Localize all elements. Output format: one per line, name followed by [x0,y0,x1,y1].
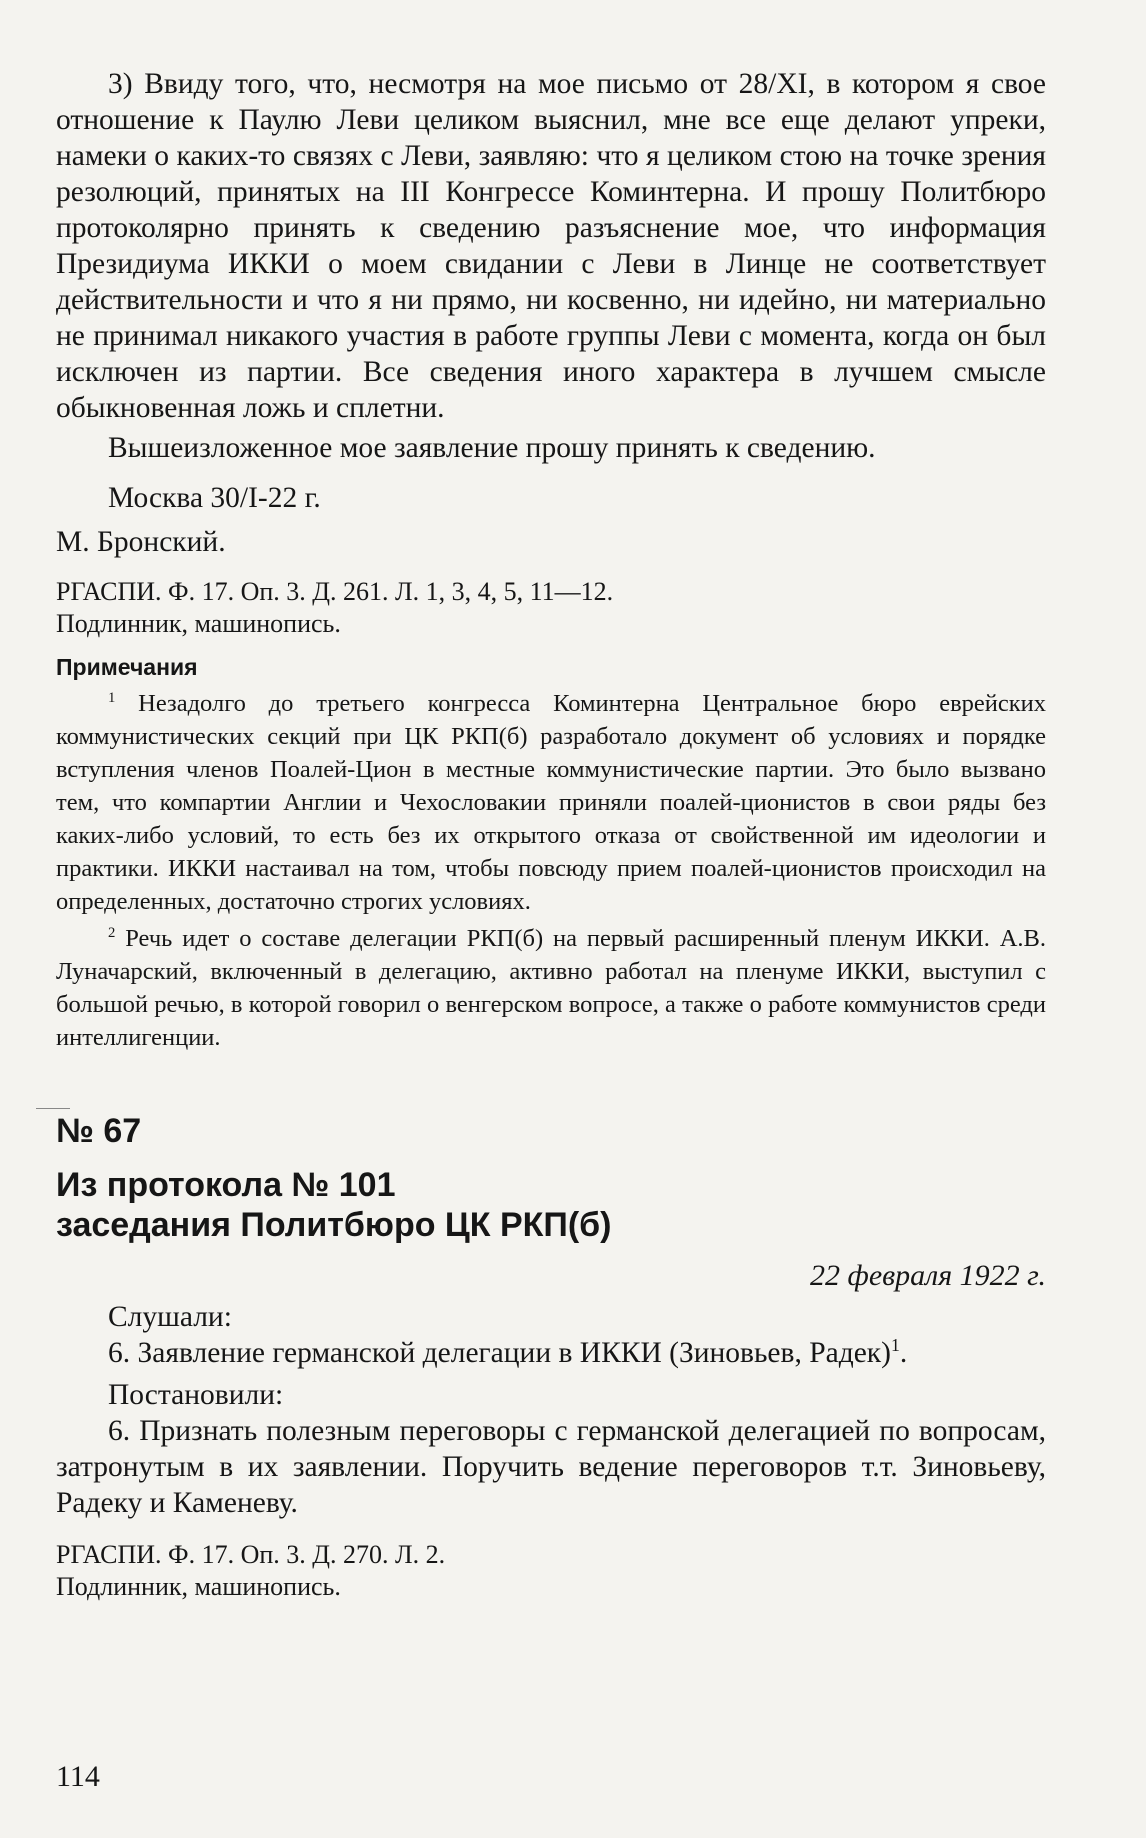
closing-statement: Вышеизложенное мое заявление прошу принять к сведению. [108,432,876,464]
notes-section [56,654,1046,1054]
note-1 [56,687,1046,918]
document-number: № 67 [56,1112,142,1150]
heard-item [56,1335,1046,1371]
decided-item: 6. Признать полезным переговоры с германской делегацией по вопросам, затронутым в их заявлении. Поручить ведение переговоров т.т. Зиновьеву, Радеку и Каменеву. [56,1415,1046,1519]
source-line: Подлинник, машинопись. [56,609,341,638]
note-marker: 1 [890,1335,900,1356]
page [56,66,1046,1603]
title-line: Из протокола № 101 [56,1166,396,1204]
page-number: 114 [56,1760,100,1793]
place-date: Москва 30/I-22 г. [108,482,321,514]
title-line: заседания Политбюро ЦК РКП(б) [56,1206,612,1244]
document-67 [56,1112,1046,1603]
source-line: РГАСПИ. Ф. 17. Оп. 3. Д. 270. Л. 2. [56,1540,446,1569]
decided-label: Постановили: [108,1379,284,1411]
heard-label: Слушали: [108,1301,232,1333]
document-date: 22 февраля 1922 г. [810,1259,1046,1292]
note-marker: 1 [108,689,116,706]
note-text: Речь идет о составе делегации РКП(б) на первый расширенный пленум ИККИ. А.В. Луначарский, включенный в делегацию, активно работал на пленуме ИККИ, выступил с большой речью, в которой говорил о венгерском вопросе, а также о работе коммунистов среди интеллигенции. [56,925,1047,1051]
document-title [56,1165,1046,1245]
note-2 [56,922,1046,1054]
note-text: Незадолго до третьего конгресса Коминтерна Центральное бюро еврейских коммунистических секций при ЦК РКП(б) разработало документ об условиях и порядке вступления членов Поалей-Цион в местные коммунистические партии. Это было вызвано тем, что компартии Англии и Чехословакии приняли поалей-ционистов в свои ряды без каких-либо условий, то есть без их открытого отказа от свойственной им идеологии и практики. ИККИ настаивал на том, чтобы повсюду прием поалей-ционистов происходил на определенных, достаточно строгих условиях. [56,690,1047,915]
paragraph-3: 3) Ввиду того, что, несмотря на мое письмо от 28/XI, в котором я свое отношение к Паулю Леви целиком выяснил, мне все еще делают упреки, намеки о каких-то связях с Леви, заявляю: что я целиком стою на точке зрения резолюций, принятых на III Конгрессе Коминтерна. И прошу Политбюро протоколярно принять к сведению разъяснение мое, что информация Президиума ИККИ о моем свидании с Леви в Линце не соответствует действительности и что я ни прямо, ни косвенно, ни идейно, ни материально не принимал никакого участия в работе группы Леви с момента, когда он был исключен из партии. Все сведения иного характера в лучшем смысле обыкновенная ложь и сплетни. [56,68,1046,424]
archive-source [56,1539,1046,1603]
heard-text: 6. Заявление германской делегации в ИККИ (Зиновьев, Радек) [108,1337,891,1369]
source-line: РГАСПИ. Ф. 17. Оп. 3. Д. 261. Л. 1, 3, 4, 5, 11—12. [56,577,614,606]
note-marker: 2 [108,924,116,941]
source-line: Подлинник, машинопись. [56,1572,341,1601]
notes-heading: Примечания [56,654,198,680]
signature: М. Бронский. [56,526,226,558]
heard-end: . [899,1337,908,1369]
archive-source [56,576,1046,640]
